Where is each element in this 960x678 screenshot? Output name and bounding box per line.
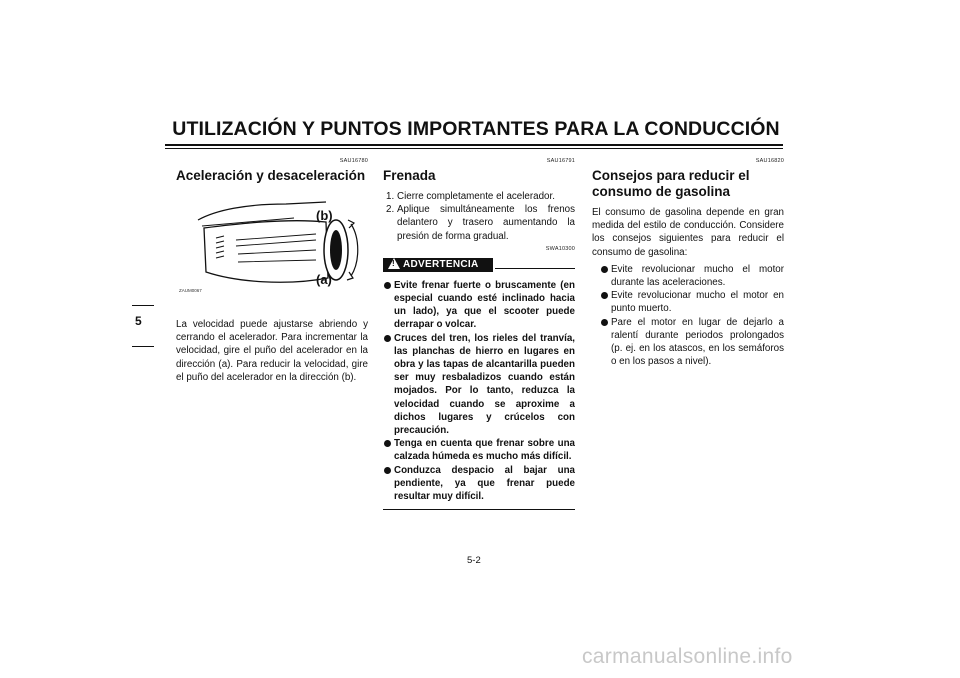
warning-item: Evite frenar fuerte o bruscamente (en especial cuando esté inclinado hacia un lado), ya que el scooter puede derrapar o volcar.: [394, 279, 575, 331]
warning-code: SWA10300: [545, 245, 575, 252]
bullet-icon: [384, 282, 391, 289]
section-intro: El consumo de gasolina depende en gran medida del estilo de conducción. Considere los consejos siguientes para reducir el consumo de gasolina:: [592, 207, 784, 258]
section-heading: Frenada: [383, 168, 436, 183]
figure-label-b: (b): [316, 208, 333, 223]
exclamation-icon: !: [392, 258, 395, 268]
warning-rule: [495, 268, 575, 269]
watermark-text: carmanualsonline.info: [582, 645, 793, 668]
list-item: [383, 279, 575, 332]
bullet-icon: [601, 292, 608, 299]
section-body: La velocidad puede ajustarse abriendo y cerrando el acelerador. Para incrementar la velocidad, gire el puño del acelerador en la dirección (a). Para reducir la velocidad, gire el puño del acelerador en la dirección (b).: [176, 319, 368, 383]
page-number: 5-2: [467, 555, 481, 566]
throttle-figure: [176, 190, 366, 302]
warning-list: [383, 279, 575, 503]
section-heading: Consejos para reducir el consumo de gasolina: [592, 168, 750, 199]
section-heading: Aceleración y desaceleración: [176, 168, 366, 183]
list-item: [383, 464, 575, 504]
throttle-grip-illustration: [176, 190, 366, 302]
page-title: UTILIZACIÓN Y PUNTOS IMPORTANTES PARA LA CONDUCCIÓN: [172, 118, 780, 140]
figure-code: ZAUM0067: [179, 288, 202, 293]
figure-label-a: (a): [316, 272, 332, 287]
section-code: SAU16820: [755, 158, 784, 164]
bullet-icon: [384, 467, 391, 474]
warning-label: ADVERTENCIA: [403, 258, 479, 270]
header-rule-thin: [165, 148, 783, 149]
page-header: [170, 118, 782, 141]
warning-end-rule: [383, 509, 575, 510]
list-item: [383, 437, 575, 463]
list-item: [383, 332, 575, 438]
warning-header: [383, 255, 575, 275]
bullet-icon: [384, 335, 391, 342]
bullet-icon: [601, 266, 608, 273]
list-item: [600, 263, 784, 289]
tip-item: Pare el motor en lugar de dejarlo a ralentí durante periodos prolongados (p. ej. en los atascos, en los semáforos o en los pasos a nivel).: [611, 316, 784, 368]
warning-item: Tenga en cuenta que frenar sobre una calzada húmeda es mucho más difícil.: [394, 438, 575, 463]
warning-item: Conduzca despacio al bajar una pendiente, ya que frenar puede resultar muy difícil.: [394, 464, 575, 503]
column-braking: [383, 158, 575, 510]
section-code: SAU16791: [546, 158, 575, 164]
step-number: 2.: [386, 204, 395, 216]
warning-item: Cruces del tren, los rieles del tranvía, las planchas de hierro en lugares en obra y las tapas de alcantarilla pueden ser muy resbaladizos cuando están mojados. Por lo tanto, reduzca la velocidad cuando se aproxime a dichos lugares y crúcelos con precaución.: [394, 332, 575, 437]
list-item: [600, 316, 784, 369]
bullet-icon: [384, 440, 391, 447]
tip-item: Evite revolucionar mucho el motor durante las aceleraciones.: [611, 263, 784, 289]
list-item: [383, 190, 575, 203]
tips-list: [600, 263, 784, 369]
section-code: SAU16780: [339, 158, 368, 164]
tip-item: Evite revolucionar mucho el motor en punto muerto.: [611, 290, 784, 315]
bullet-icon: [601, 319, 608, 326]
list-item: [600, 289, 784, 315]
warning-label-box: [383, 258, 493, 272]
column-acceleration: [176, 158, 368, 384]
column-fuel-tips: [592, 158, 784, 368]
header-rule: [165, 144, 783, 146]
step-number: 1.: [386, 191, 395, 202]
step-text: Aplique simultáneamente los frenos delantero y trasero aumentando la presión de forma gradual.: [397, 204, 575, 242]
chapter-number: 5: [135, 314, 142, 328]
list-item: [383, 203, 575, 243]
step-text: Cierre completamente el acelerador.: [397, 191, 555, 202]
steps-list: [383, 190, 575, 243]
